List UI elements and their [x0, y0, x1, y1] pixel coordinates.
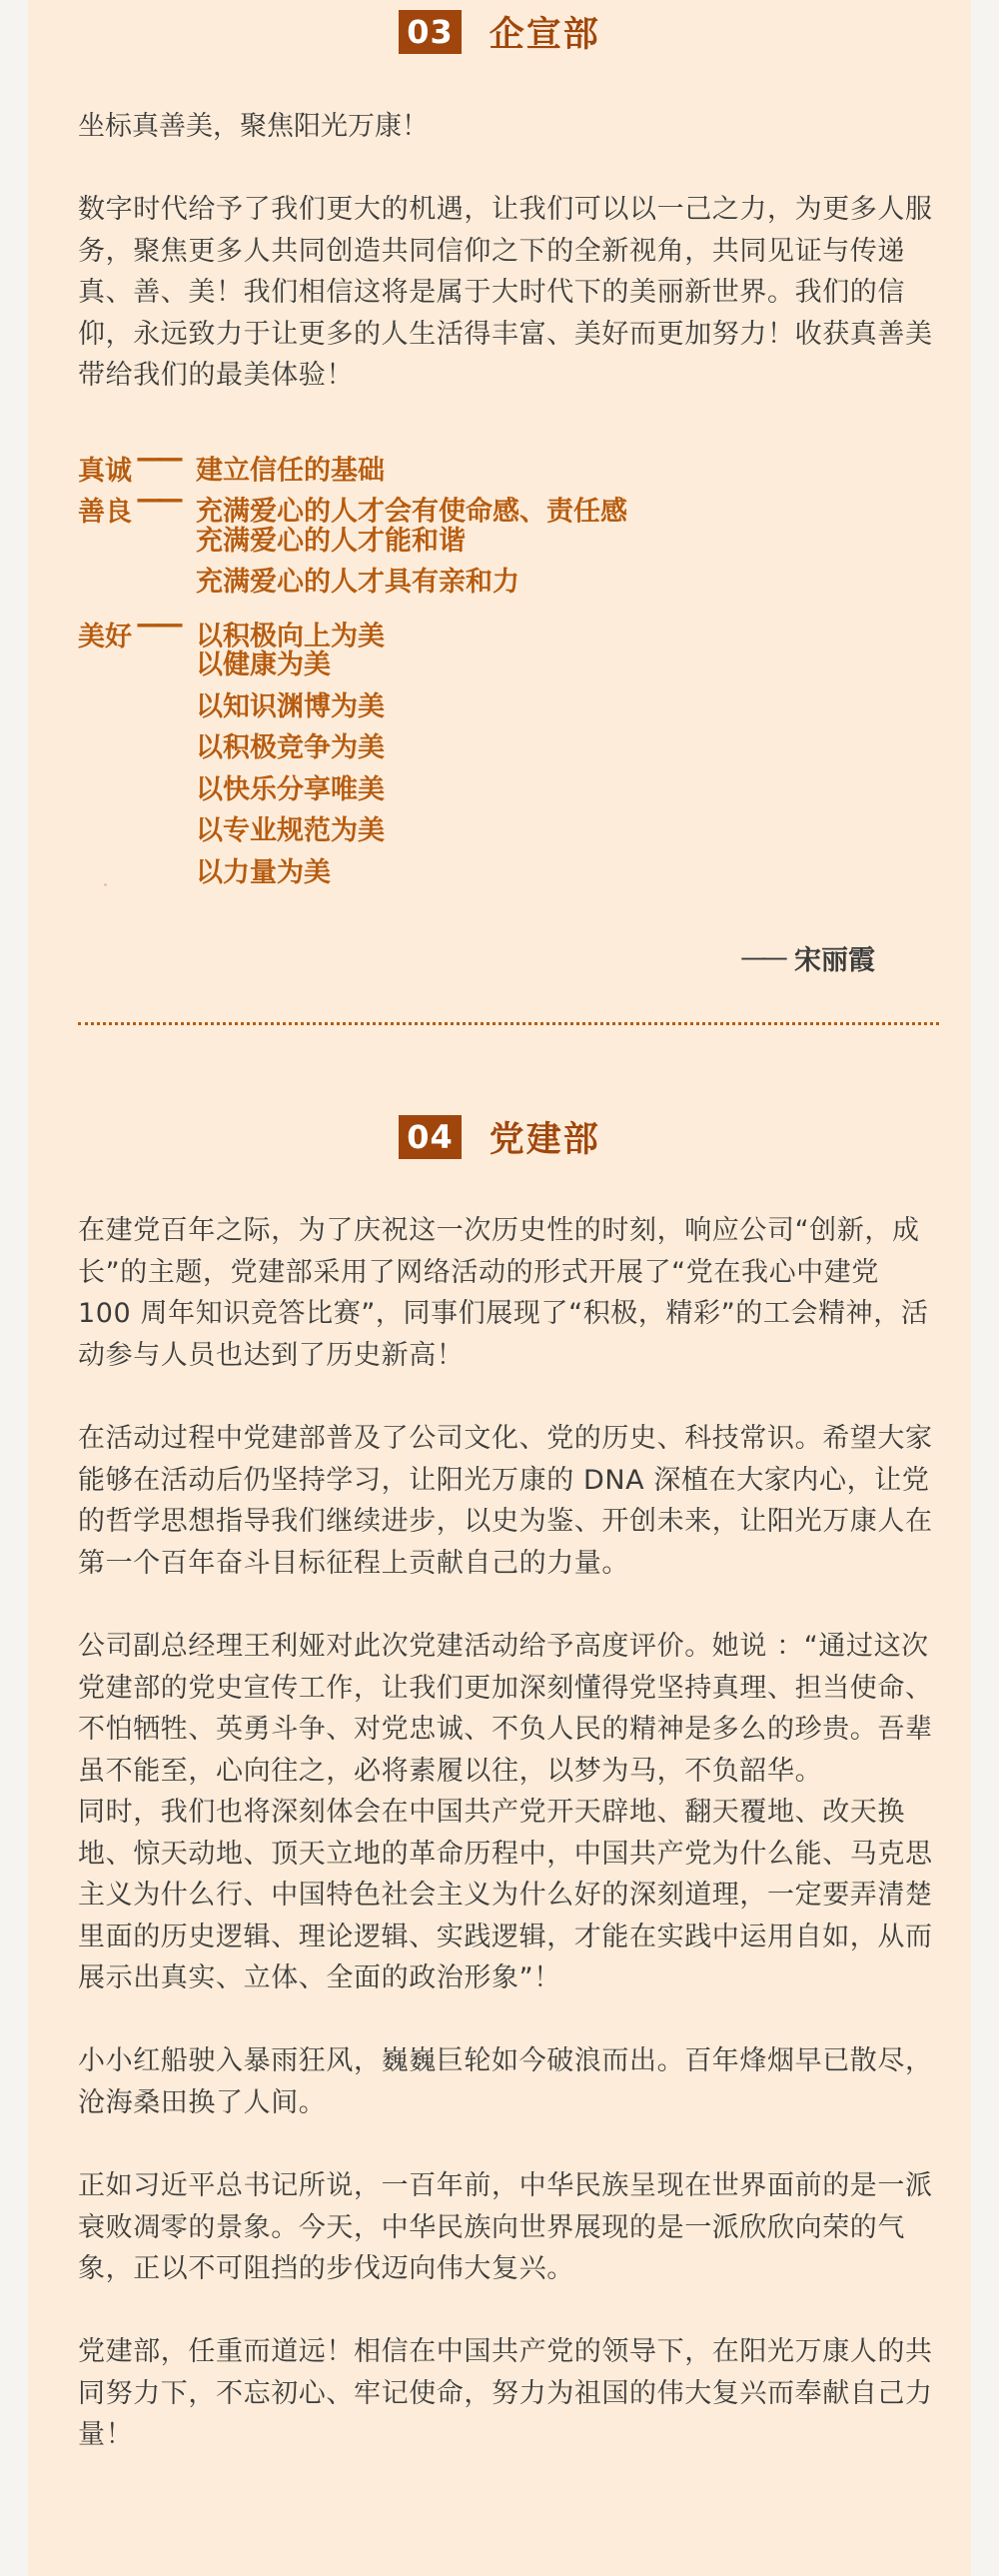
value-text: 以力量为美 — [196, 857, 331, 888]
value-line — [78, 769, 385, 811]
section-title: 企宣部 — [489, 15, 600, 55]
section-number-badge: 03 — [399, 10, 462, 54]
value-dash: —— — [136, 443, 178, 474]
signature-dash: —— — [740, 941, 782, 973]
decorative-speck — [104, 883, 107, 886]
section-header-04 — [0, 1107, 999, 1167]
section-divider — [78, 1022, 939, 1025]
value-line — [78, 562, 519, 604]
value-text: 以知识渊博为美 — [196, 691, 385, 722]
value-text: 以积极竞争为美 — [196, 732, 385, 763]
value-dash: —— — [136, 609, 178, 640]
body-paragraph: 小小红船驶入暴雨狂风，巍巍巨轮如今破浪而出。百年烽烟早已散尽，沧海桑田换了人间。 — [78, 2045, 933, 2118]
body-paragraph: 公司副总经理王利娅对此次党建活动给予高度评价。她说 ：“通过这次党建部的党史宣传工作，让我们更加深刻懂得党坚持真理、担当使命、不怕牺牲、英勇斗争、对党忠诚、不负人民的精神是多么的珍贵。吾辈虽不能至，心向往之，必将素履以往，以梦为马，不负韶华。 — [78, 1631, 933, 1787]
value-text: 以快乐分享唯美 — [196, 774, 385, 805]
value-text: 以健康为美 — [196, 649, 331, 680]
body-paragraph: 党建部，任重而道远！相信在中国共产党的领导下，在阳光万康人的共同努力下，不忘初心、牢记使命，努力为祖国的伟大复兴而奉献自己力量！ — [78, 2336, 933, 2450]
section-title: 党建部 — [489, 1120, 600, 1160]
section-number-badge: 04 — [399, 1115, 462, 1159]
body-paragraph: 在建党百年之际，为了庆祝这一次历史性的时刻，响应公司“创新，成长”的主题，党建部采用了网络活动的形式开展了“党在我心中建党 100 周年知识竞答比赛”，同事们展现了“积极，精彩”的工会精神，活动参与人员也达到了历史新高！ — [78, 1215, 929, 1371]
value-line — [78, 521, 466, 563]
signature-name: 宋丽霞 — [794, 944, 875, 976]
value-dash: —— — [136, 484, 178, 515]
body-paragraph: 同时，我们也将深刻体会在中国共产党开天辟地、翻天覆地、改天换地、惊天动地、顶天立地的革命历程中，中国共产党为什么能、马克思主义为什么行、中国特色社会主义为什么好的深刻道理，一定要弄清楚里面的历史逻辑、理论逻辑、实践逻辑，才能在实践中运用自如，从而展示出真实、立体、全面的政治形象”！ — [78, 1797, 933, 1993]
signature — [740, 937, 875, 977]
value-text: 以专业规范为美 — [196, 815, 385, 846]
value-key: 美好 — [78, 621, 132, 652]
value-text: 充满爱心的人才能和谐 — [196, 526, 466, 557]
body-paragraph: 在活动过程中党建部普及了公司文化、党的历史、科技常识。希望大家能够在活动后仍坚持学习，让阳光万康的 DNA 深植在大家内心，让党的哲学思想指导我们继续进步，以史为鉴、开创未来，让阳光万康人在第一个百年奋斗目标征程上贡献自己的力量。 — [78, 1423, 933, 1579]
body-paragraph: 正如习近平总书记所说，一百年前，中华民族呈现在世界面前的是一派衰败凋零的景象。今天，中华民族向世界展现的是一派欣欣向荣的气象，正以不可阻挡的步伐迈向伟大复兴。 — [78, 2170, 933, 2284]
value-key: 真诚 — [78, 455, 132, 487]
value-line — [78, 852, 331, 894]
value-line-sincerity — [78, 438, 385, 487]
value-line-kindness — [78, 479, 627, 528]
value-line — [78, 644, 331, 686]
value-line — [78, 810, 385, 852]
value-line — [78, 686, 385, 728]
value-text: 以积极向上为美 — [196, 621, 385, 652]
value-line-beauty — [78, 604, 385, 652]
body-paragraph: 数字时代给予了我们更大的机遇，让我们可以以一己之力，为更多人服务，聚焦更多人共同创造共同信仰之下的全新视角，共同见证与传递真、善、美！我们相信这将是属于大时代下的美丽新世界。我们的信仰，永远致力于让更多的人生活得丰富、美好而更加努力！收获真善美带给我们的最美体验！ — [78, 194, 933, 391]
value-key: 善良 — [78, 496, 132, 528]
value-line — [78, 727, 385, 769]
value-text: 建立信任的基础 — [196, 455, 385, 487]
intro-paragraph: 坐标真善美，聚焦阳光万康！ — [78, 111, 429, 142]
value-text: 充满爱心的人才具有亲和力 — [196, 567, 519, 598]
section-header-03 — [0, 2, 999, 62]
value-text: 充满爱心的人才会有使命感、责任感 — [196, 496, 627, 528]
